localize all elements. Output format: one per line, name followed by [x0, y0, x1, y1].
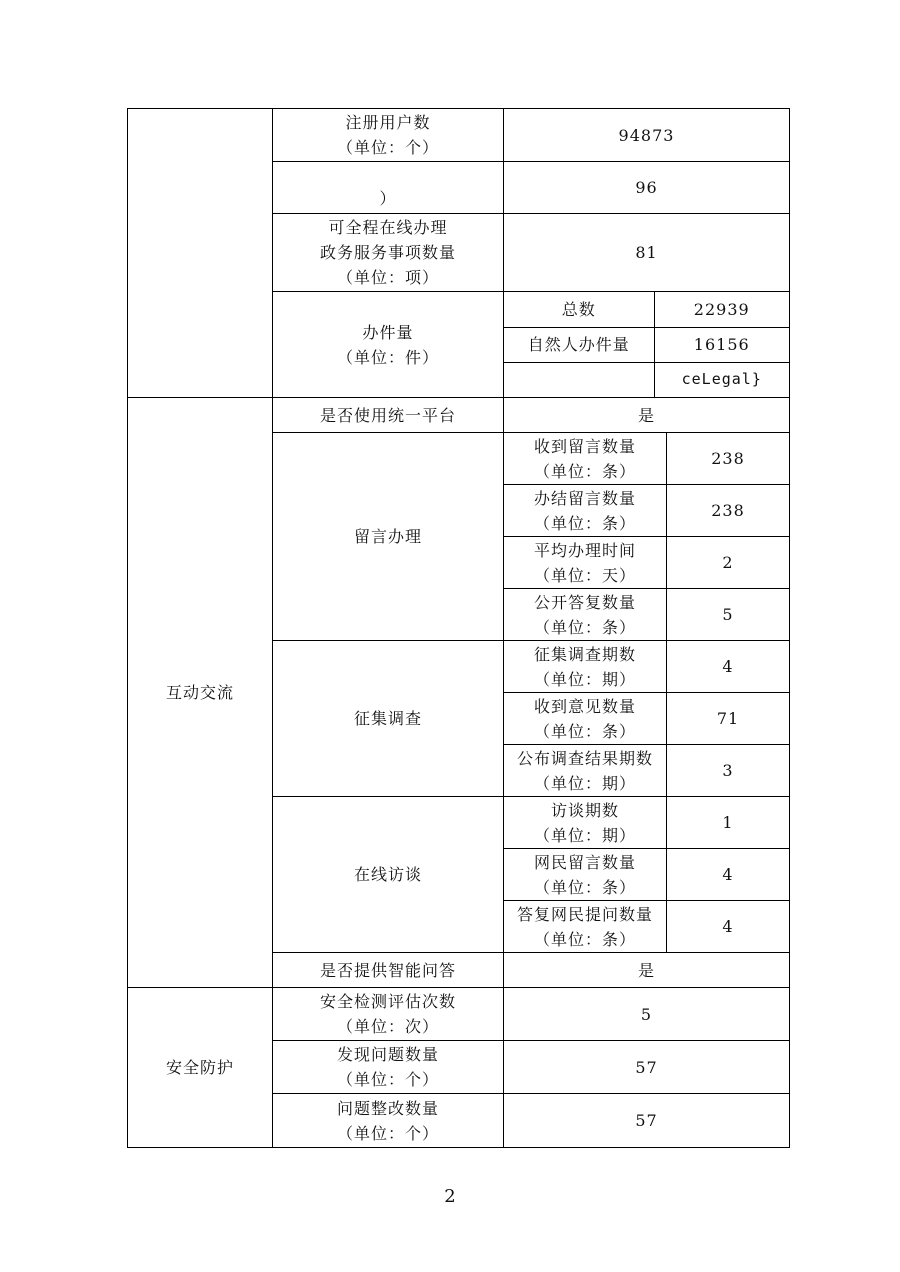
sub-label: 公布调查结果期数 （单位：期）: [504, 745, 667, 797]
row-label-online-items: 可全程在线办理 政务服务事项数量 （单位：项）: [273, 214, 504, 292]
sub-value: 4: [667, 849, 790, 901]
group-label-messages: 留言办理: [273, 433, 504, 641]
value-security: 57: [504, 1094, 790, 1148]
category-security: 安全防护: [128, 988, 273, 1148]
group-label-interview: 在线访谈: [273, 797, 504, 953]
sub-label: 公开答复数量 （单位：条）: [504, 589, 667, 641]
cases-total-label: 总数: [504, 292, 654, 327]
value-unified-platform: 是: [504, 398, 790, 433]
sub-label: 答复网民提问数量 （单位：条）: [504, 901, 667, 953]
cases-natural-value: 16156: [654, 327, 789, 362]
sub-value: 4: [667, 641, 790, 693]
statistics-table: [127, 108, 790, 1148]
value-online-items: 81: [504, 214, 790, 292]
sub-label: 网民留言数量 （单位：条）: [504, 849, 667, 901]
sub-value: 1: [667, 797, 790, 849]
row-label-security: 安全检测评估次数 （单位：次）: [273, 988, 504, 1041]
group-label-survey: 征集调查: [273, 641, 504, 797]
cases-total-value: 22939: [654, 292, 789, 327]
cases-natural-label: 自然人办件量: [504, 327, 654, 362]
sub-label: 收到留言数量 （单位：条）: [504, 433, 667, 485]
sub-value: 5: [667, 589, 790, 641]
sub-label: 办结留言数量 （单位：条）: [504, 485, 667, 537]
table-row: [504, 292, 789, 327]
row-label-security: 发现问题数量 （单位：个）: [273, 1041, 504, 1094]
sub-value: 238: [667, 433, 790, 485]
cases-subtable: [504, 292, 789, 397]
row-label-smart-qa: 是否提供智能问答: [273, 953, 504, 988]
sub-label: 征集调查期数 （单位：期）: [504, 641, 667, 693]
cases-legal-value: ceLegal}: [654, 362, 789, 397]
cases-legal-label: [504, 362, 654, 397]
sub-value: 238: [667, 485, 790, 537]
category-interaction: 互动交流: [128, 398, 273, 988]
table-row: [504, 362, 789, 397]
value-row2: 96: [504, 162, 790, 214]
table-row: [504, 327, 789, 362]
sub-value: 2: [667, 537, 790, 589]
page-number: 2: [444, 1186, 456, 1207]
value-security: 57: [504, 1041, 790, 1094]
row-label-unified-platform: 是否使用统一平台: [273, 398, 504, 433]
sub-label: 平均办理时间 （单位：天）: [504, 537, 667, 589]
cases-subtable-cell: [504, 292, 790, 398]
value-smart-qa: 是: [504, 953, 790, 988]
sub-label: 收到意见数量 （单位：条）: [504, 693, 667, 745]
row-label-security: 问题整改数量 （单位：个）: [273, 1094, 504, 1148]
table-row: [128, 988, 790, 1041]
sub-value: 3: [667, 745, 790, 797]
row-label-row2: ）: [273, 162, 504, 214]
table-row: [128, 109, 790, 162]
value-security: 5: [504, 988, 790, 1041]
sub-label: 访谈期数 （单位：期）: [504, 797, 667, 849]
category-cell-empty: [128, 109, 273, 398]
sub-value: 71: [667, 693, 790, 745]
row-label-cases: 办件量 （单位：件）: [273, 292, 504, 398]
value-registered-users: 94873: [504, 109, 790, 162]
sub-value: 4: [667, 901, 790, 953]
row-label-registered-users: 注册用户数 （单位：个）: [273, 109, 504, 162]
table-row: [128, 398, 790, 433]
